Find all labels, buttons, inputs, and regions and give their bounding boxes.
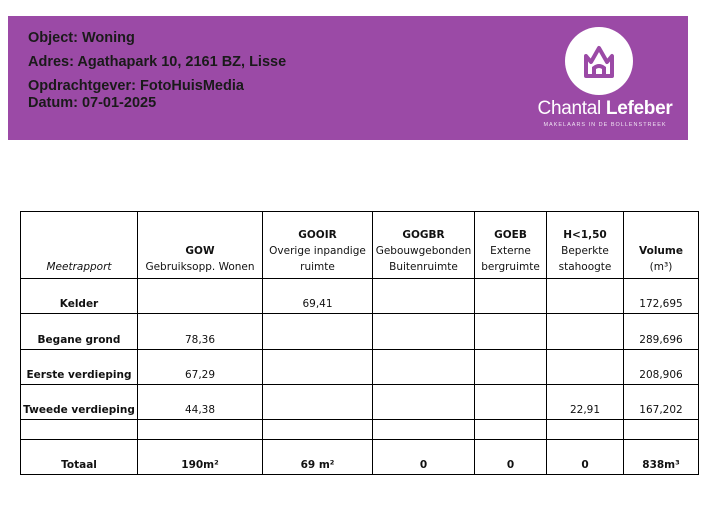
cell-h150 — [547, 314, 624, 350]
logo-wordmark — [530, 98, 680, 120]
table-row — [21, 350, 699, 385]
total-row — [21, 440, 699, 475]
total-gooir: 69 m² — [263, 440, 373, 475]
cell-goeb — [475, 279, 547, 314]
header-volume: Volume (m³) — [624, 212, 699, 279]
header-h150: H<1,50 Beperkte stahoogte — [547, 212, 624, 279]
total-goeb: 0 — [475, 440, 547, 475]
table-row — [21, 279, 699, 314]
cell-gooir — [263, 385, 373, 420]
table-header-row — [21, 212, 699, 279]
total-gogbr: 0 — [373, 440, 475, 475]
cell-gow — [138, 279, 263, 314]
cell-gow: 67,29 — [138, 350, 263, 385]
cell-gooir: 69,41 — [263, 279, 373, 314]
cell-gogbr — [373, 385, 475, 420]
date-line: Datum: 07-01-2025 — [28, 95, 157, 111]
header-gogbr: GOGBR Gebouwgebonden Buitenruimte — [373, 212, 475, 279]
cell-goeb — [475, 314, 547, 350]
header-gow: GOW Gebruiksopp. Wonen — [138, 212, 263, 279]
cell-goeb — [475, 385, 547, 420]
cell-gow: 44,38 — [138, 385, 263, 420]
logo-name-first: Chantal — [537, 98, 606, 119]
total-label: Totaal — [21, 440, 138, 475]
header-meetrapport: Meetrapport — [21, 212, 138, 279]
row-label: Tweede verdieping — [21, 385, 138, 420]
measurement-table — [20, 211, 699, 475]
header-goeb: GOEB Externe bergruimte — [475, 212, 547, 279]
cell-gooir — [263, 314, 373, 350]
logo-tagline: MAKELAARS IN DE BOLLENSTREEK — [543, 122, 667, 128]
logo-name-last: Lefeber — [605, 98, 673, 119]
cell-h150: 22,91 — [547, 385, 624, 420]
total-h150: 0 — [547, 440, 624, 475]
header-banner — [8, 16, 688, 140]
cell-goeb — [475, 350, 547, 385]
cell-gow: 78,36 — [138, 314, 263, 350]
row-label: Begane grond — [21, 314, 138, 350]
cell-h150 — [547, 279, 624, 314]
cell-volume: 172,695 — [624, 279, 699, 314]
cell-h150 — [547, 350, 624, 385]
total-gow: 190m² — [138, 440, 263, 475]
cell-gooir — [263, 350, 373, 385]
empty-row — [21, 420, 699, 440]
header-gooir: GOOIR Overige inpandige ruimte — [263, 212, 373, 279]
cell-gogbr — [373, 279, 475, 314]
table-row — [21, 314, 699, 350]
cell-volume: 167,202 — [624, 385, 699, 420]
object-line: Object: Woning — [28, 30, 135, 46]
cell-volume: 289,696 — [624, 314, 699, 350]
client-line: Opdrachtgever: FotoHuisMedia — [28, 78, 244, 94]
total-volume: 838m³ — [624, 440, 699, 475]
cell-gogbr — [373, 350, 475, 385]
cell-volume: 208,906 — [624, 350, 699, 385]
cell-gogbr — [373, 314, 475, 350]
row-label: Kelder — [21, 279, 138, 314]
address-line: Adres: Agathapark 10, 2161 BZ, Lisse — [28, 54, 287, 70]
table-row — [21, 385, 699, 420]
company-logo — [530, 24, 680, 136]
row-label: Eerste verdieping — [21, 350, 138, 385]
tulip-house-logo-icon — [564, 26, 634, 96]
